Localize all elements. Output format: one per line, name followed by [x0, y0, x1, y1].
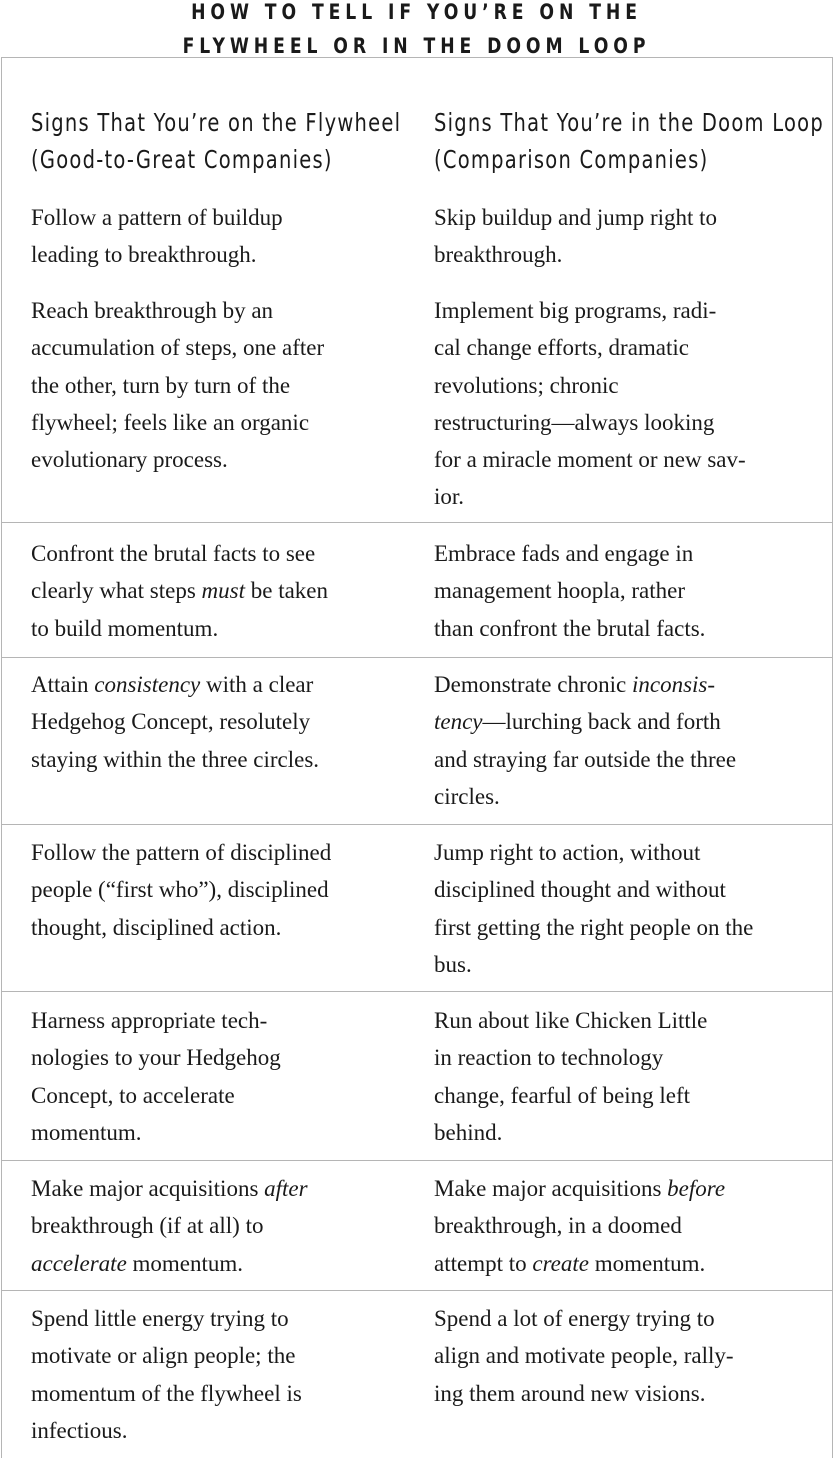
comparison-table	[1, 57, 833, 1458]
row-divider	[2, 657, 832, 658]
header-doom-loop: Signs That You’re in the Doom Loop (Comparison Companies)	[434, 108, 824, 174]
row6-flywheel-cell: Harness appropriate tech- nologies to your Hedgehog Concept, to accelerate momentum.	[31, 1008, 281, 1145]
row1-doom-loop-cell: Skip buildup and jump right to breakthrough.	[434, 205, 718, 268]
title-line-2: FLYWHEEL OR IN THE DOOM LOOP	[182, 34, 651, 58]
row-divider	[2, 522, 832, 523]
row2-flywheel-cell: Reach breakthrough by an accumulation of steps, one after the other, turn by turn of the flywheel; feels like an organic evolutionary process.	[31, 298, 325, 473]
row5-flywheel-cell: Follow the pattern of disciplined people (“first who”), disciplined thought, disciplined action.	[31, 840, 332, 940]
header-flywheel: Signs That You’re on the Flywheel (Good-to-Great Companies)	[31, 108, 402, 174]
row-divider	[2, 991, 832, 992]
row8-flywheel-cell: Spend little energy trying to motivate or align people; the momentum of the flywheel is infectious.	[31, 1306, 302, 1443]
row3-flywheel-cell: Confront the brutal facts to see clearly what steps must be taken to build momentum.	[31, 541, 328, 641]
row-divider	[2, 1290, 832, 1291]
row2-doom-loop-cell: Implement big programs, radi- cal change efforts, dramatic revolutions; chronic restructuring—always looking for a miracle moment or new sav- ior.	[434, 298, 746, 510]
row3-doom-loop-cell: Embrace fads and engage in management hoopla, rather than confront the brutal facts.	[434, 541, 706, 641]
row5-doom-loop-cell: Jump right to action, without disciplined thought and without first getting the right people on the bus.	[434, 840, 754, 977]
row6-doom-loop-cell: Run about like Chicken Little in reaction to technology change, fearful of being left behind.	[434, 1008, 708, 1145]
row-divider	[2, 1160, 832, 1161]
row-divider	[2, 824, 832, 825]
row7-flywheel-cell: Make major acquisitions after breakthrough (if at all) to accelerate momentum.	[31, 1176, 308, 1276]
row8-doom-loop-cell: Spend a lot of energy trying to align and motivate people, rally- ing them around new visions.	[434, 1306, 734, 1406]
title-line-1: HOW TO TELL IF YOU’RE ON THE	[191, 0, 642, 24]
row4-doom-loop-cell: Demonstrate chronic inconsis- tency—lurching back and forth and straying far outside the three circles.	[434, 672, 737, 809]
row4-flywheel-cell: Attain consistency with a clear Hedgehog Concept, resolutely staying within the three circles.	[31, 672, 320, 772]
row7-doom-loop-cell: Make major acquisitions before breakthrough, in a doomed attempt to create momentum.	[434, 1176, 726, 1276]
row1-flywheel-cell: Follow a pattern of buildup leading to breakthrough.	[31, 205, 283, 268]
page-title	[75, 0, 758, 63]
